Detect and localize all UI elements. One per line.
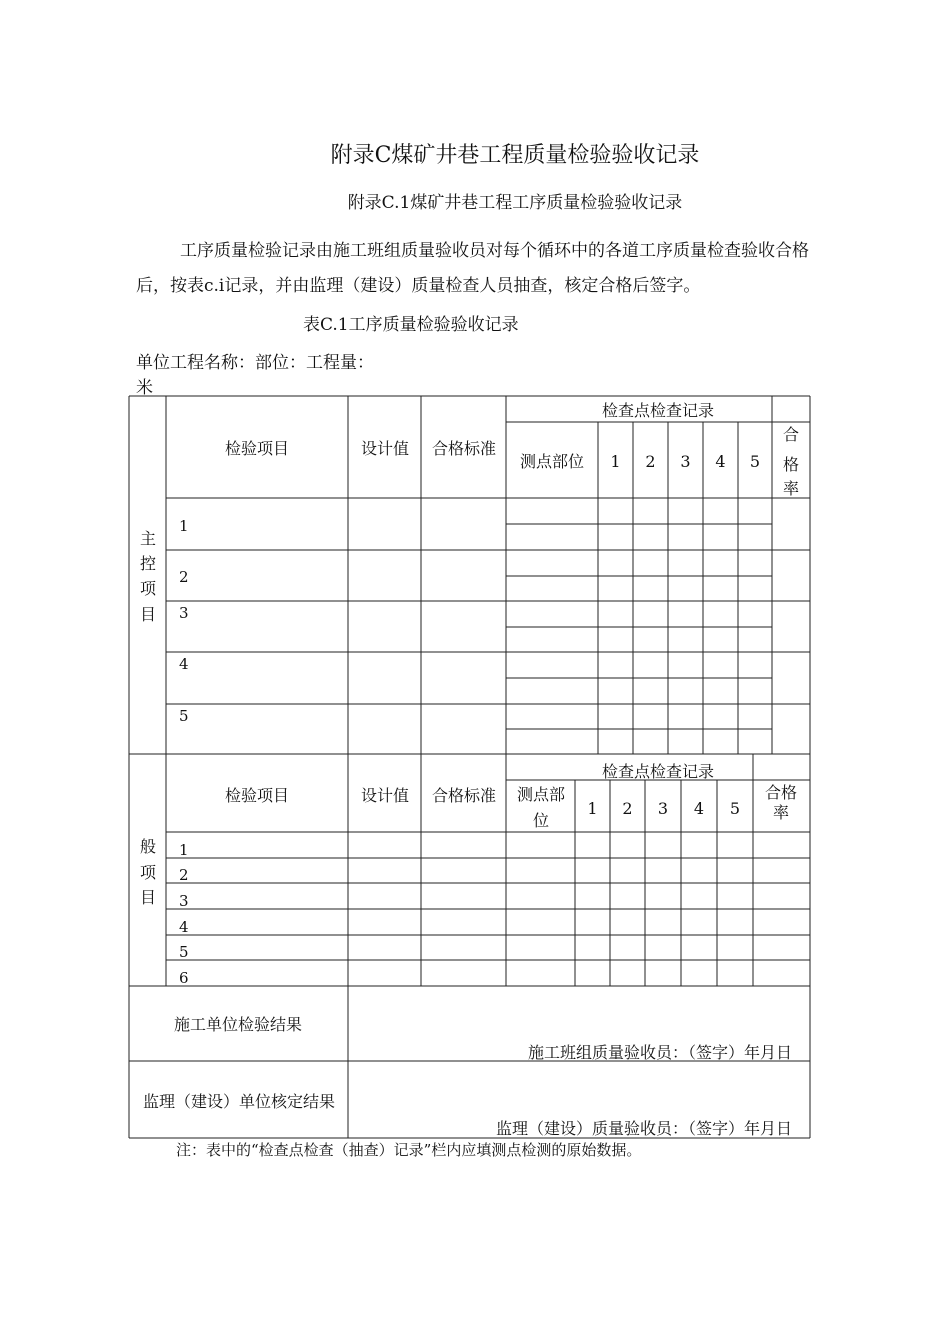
construction-result-label: 施工单位检验结果 (173, 1015, 303, 1034)
section-label-general: 项 (139, 863, 157, 882)
supervision-result-label: 监理（建设）单位核定结果 (142, 1092, 336, 1111)
row-number: 5 (179, 707, 189, 725)
header-pass-standard: 合格标准 (431, 439, 497, 458)
header-point-number: 5 (729, 799, 741, 818)
header-point-number: 4 (715, 452, 726, 471)
section-label-main-control: 目 (139, 605, 157, 624)
header-point-number: 3 (680, 452, 691, 471)
header-pass-standard: 合格标准 (431, 786, 497, 805)
header-point-number: 2 (645, 452, 656, 471)
document-title: 附录C煤矿井巷工程质量检验验收记录 (330, 143, 700, 168)
row-number: 1 (179, 517, 189, 535)
table-note: 注：表中的“检查点检查（抽查）记录”栏内应填测点检测的原始数据。 (176, 1141, 642, 1159)
header-point-number: 2 (622, 799, 633, 818)
header-checkpoint-record: 检查点检查记录 (601, 401, 715, 420)
row-number: 1 (179, 841, 189, 859)
row-number: 6 (179, 969, 189, 987)
intro-paragraph-line-2: 后，按表c.i记录，并由监理（建设）质量检查人员抽查，核定合格后签字。 (136, 276, 701, 296)
row-number: 2 (179, 866, 189, 884)
row-number: 4 (179, 655, 189, 673)
section-label-main-control: 控 (139, 554, 157, 573)
header-pass-rate: 率 (782, 479, 800, 498)
header-design-value: 设计值 (360, 786, 410, 805)
section-label-general: 般 (139, 837, 157, 856)
row-number: 3 (179, 892, 189, 910)
row-number: 3 (179, 604, 189, 622)
row-number: 5 (179, 943, 189, 961)
row-number: 2 (179, 568, 189, 586)
header-point-position: 测点部位 (519, 452, 585, 471)
header-point-position: 位 (532, 811, 550, 830)
header-pass-rate: 合 (782, 425, 800, 444)
section-label-main-control: 项 (139, 579, 157, 598)
header-point-number: 1 (610, 452, 621, 471)
header-point-number: 5 (749, 452, 761, 471)
section-label-main-control: 主 (139, 529, 157, 548)
project-meta-unit: 米 (136, 378, 153, 398)
row-number: 4 (179, 918, 189, 936)
header-pass-rate: 率 (772, 803, 790, 822)
header-design-value: 设计值 (360, 439, 410, 458)
header-pass-rate: 合格 (764, 783, 798, 802)
table-caption: 表C.1工序质量检验验收记录 (303, 315, 519, 335)
header-point-number: 3 (657, 799, 669, 818)
header-inspection-item: 检验项目 (224, 439, 290, 458)
construction-signature-line: 施工班组质量验收员：（签字）年月日 (527, 1043, 792, 1062)
header-point-number: 1 (587, 799, 598, 818)
header-inspection-item: 检验项目 (224, 786, 290, 805)
document-subtitle: 附录C.1煤矿井巷工程工序质量检验验收记录 (347, 193, 683, 213)
header-point-number: 4 (693, 799, 705, 818)
header-pass-rate: 格 (782, 455, 800, 474)
intro-paragraph-line-1: 工序质量检验记录由施工班组质量验收员对每个循环中的各道工序质量检查验收合格 (180, 241, 809, 261)
header-point-position: 测点部 (516, 785, 566, 804)
section-label-general: 目 (139, 888, 157, 907)
header-checkpoint-record: 检查点检查记录 (601, 762, 715, 781)
supervision-signature-line: 监理（建设）质量验收员：（签字）年月日 (495, 1119, 792, 1138)
project-meta-line: 单位工程名称：部位：工程量： (136, 353, 374, 373)
